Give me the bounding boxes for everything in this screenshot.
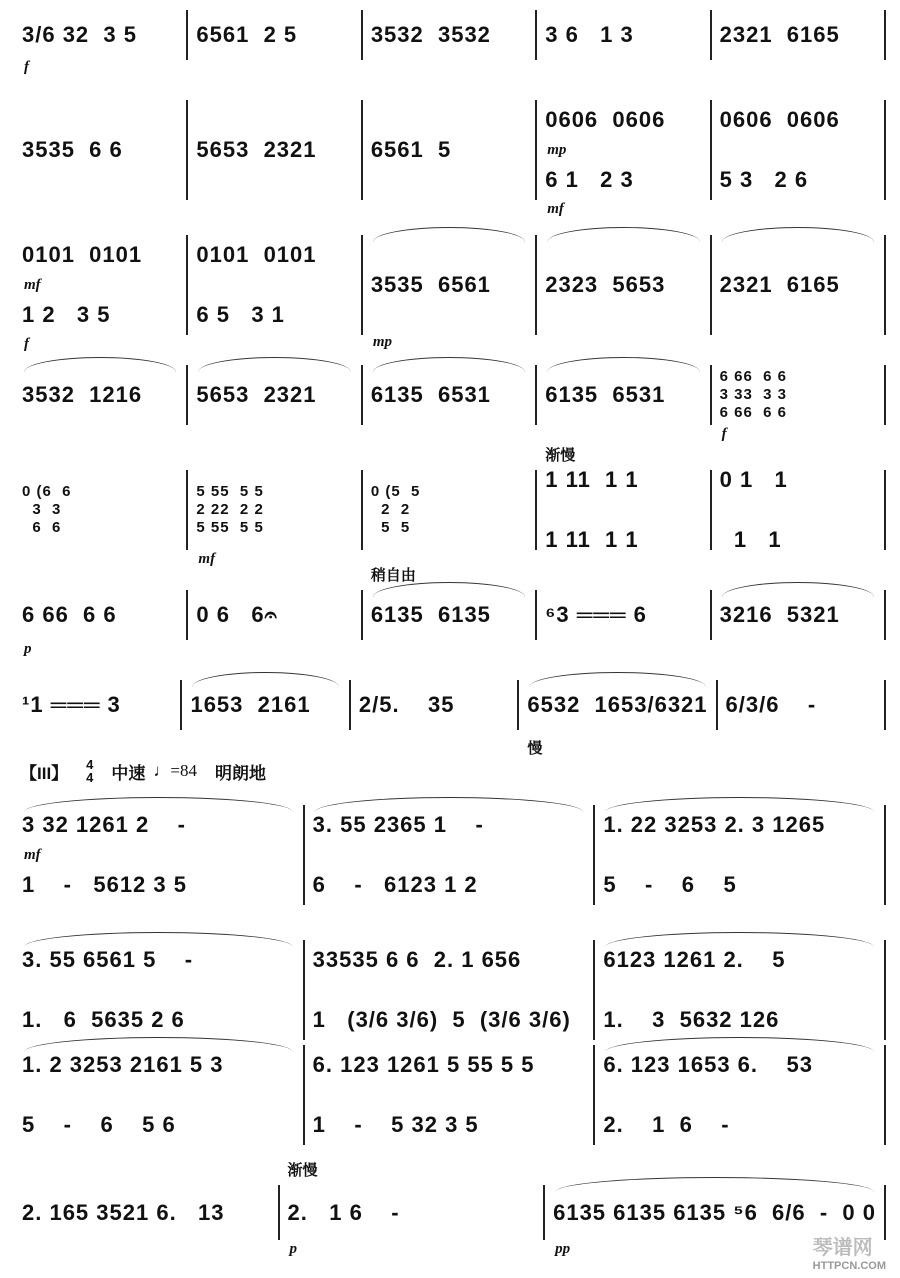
lower-voice-notes: 2. 1 6 - [603, 1112, 730, 1137]
measure [363, 470, 537, 550]
watermark-logo [813, 1231, 886, 1272]
upper-voice-notes: 2321 6165 [719, 22, 840, 47]
measure [182, 680, 350, 730]
measure [188, 470, 362, 567]
upper-voice-notes: 6/3/6 - [725, 692, 817, 717]
measure [14, 1185, 280, 1240]
measure [14, 100, 188, 200]
upper-voice-notes: 0 (5 5 [370, 483, 421, 500]
dynamic-marking: mp [547, 142, 567, 158]
upper-voice-notes: 6135 6135 [370, 602, 491, 627]
upper-voice-notes: 2321 6165 [719, 272, 840, 297]
expression-marking: 明朗地 [215, 763, 266, 783]
upper-voice-notes: 3. 55 2365 1 - [312, 812, 484, 837]
measure [280, 1162, 546, 1257]
upper-voice-notes: 6561 5 [370, 137, 452, 162]
lower-voice-notes: 1 - 5 32 3 5 [312, 1112, 479, 1137]
measure [188, 365, 362, 425]
score-system [14, 1045, 886, 1145]
upper-voice-notes: 2323 5653 [545, 272, 666, 297]
dynamic-marking: f [24, 59, 29, 75]
upper-voice-notes: 3 6 1 3 [545, 22, 634, 47]
middle-voice-notes: 3 3 [22, 501, 62, 518]
lower-voice-notes: 6 1 2 3 [545, 167, 634, 192]
middle-voice-notes: 2 2 [370, 501, 411, 518]
upper-voice-notes: 6532 1653/6321 [527, 692, 708, 717]
lower-voice-notes: 5 55 5 5 [196, 519, 264, 536]
measure [14, 10, 188, 75]
lower-voice-notes: 6 - 6123 1 2 [312, 872, 478, 897]
lower-voice-notes: 1 1 [719, 527, 782, 552]
measure [14, 680, 182, 730]
score-system [14, 447, 886, 567]
measure [305, 940, 596, 1040]
measure [14, 470, 188, 550]
dynamic-marking: p [289, 1241, 298, 1257]
tempo-annotation: 慢 [527, 740, 543, 757]
slur [605, 932, 874, 947]
upper-voice-notes: 1. 22 3253 2. 3 1265 [603, 812, 826, 837]
measure [537, 590, 711, 640]
measure [14, 940, 305, 1040]
lower-voice-notes: 5 - 6 5 6 [22, 1112, 176, 1137]
measure [351, 680, 519, 730]
upper-voice-notes: 2. 1 6 - [287, 1199, 400, 1225]
measure [712, 10, 886, 60]
measure [14, 805, 305, 905]
measure [363, 235, 537, 350]
upper-voice-notes: 1 11 1 1 [545, 467, 639, 492]
slur [547, 357, 699, 372]
upper-voice-notes: 5653 2321 [196, 382, 317, 407]
dynamic-marking: pp [555, 1241, 571, 1257]
upper-voice-notes: 33535 6 6 2. 1 656 [312, 947, 522, 972]
measure [188, 100, 362, 200]
upper-voice-notes: 6561 2 5 [196, 22, 298, 47]
dynamic-marking: f [24, 336, 29, 352]
dynamic-marking: p [24, 641, 32, 657]
upper-voice-notes: 5 55 5 5 [196, 483, 264, 500]
measure [718, 680, 886, 730]
measure [537, 447, 711, 552]
watermark-text: HTTPCN.COM [812, 1260, 886, 1272]
measure [14, 365, 188, 425]
lower-voice-notes: 1 11 1 1 [545, 527, 639, 552]
upper-voice-notes: 6123 1261 2. 5 [603, 947, 786, 972]
upper-voice-notes: 6. 123 1261 5 55 5 5 [312, 1052, 535, 1077]
section-heading [20, 758, 266, 784]
time-signature [86, 758, 93, 784]
upper-voice-notes: 3 32 1261 2 - [22, 812, 186, 837]
measure [537, 10, 711, 60]
slur [24, 932, 293, 947]
slur [547, 227, 699, 242]
score-system [14, 365, 886, 442]
upper-voice-notes: 3532 1216 [22, 382, 143, 407]
measure [712, 235, 886, 335]
score-system [14, 805, 886, 905]
score-system [14, 940, 886, 1040]
slur [605, 797, 874, 812]
measure [537, 365, 711, 425]
metronome-marking: ♩=84 [153, 761, 197, 780]
measure [712, 590, 886, 640]
dynamic-marking: f [721, 426, 727, 442]
measure [188, 235, 362, 335]
score-system [14, 10, 886, 75]
dynamic-marking: mp [372, 334, 392, 350]
upper-voice-notes: 1653 2161 [190, 692, 311, 717]
dynamic-marking: mf [24, 277, 41, 293]
lower-voice-notes: 6 6 [22, 519, 62, 536]
tempo-annotation: 稍自由 [370, 567, 416, 584]
upper-voice-notes: 3532 3532 [370, 22, 491, 47]
measure [519, 680, 717, 757]
lower-voice-notes: 1 - 5612 3 5 [22, 872, 187, 897]
lower-voice-notes: 1. 6 5635 2 6 [22, 1007, 185, 1032]
measure [363, 10, 537, 60]
measure [595, 805, 886, 905]
measure [537, 100, 711, 217]
slur [24, 797, 293, 812]
lower-voice-notes: 1 (3/6 3/6) 5 (3/6 3/6) [312, 1007, 571, 1032]
slur [555, 1177, 874, 1192]
watermark-brand: 琴谱网 [812, 1237, 873, 1259]
upper-voice-notes: ¹1 ═══ 3 [22, 692, 121, 717]
upper-voice-notes: 2. 165 3521 6. 13 [22, 1199, 225, 1225]
upper-voice-notes: 0606 0606 [545, 107, 666, 132]
time-bottom: 4 [86, 770, 94, 785]
dynamic-marking: mf [198, 551, 216, 567]
slur [192, 672, 338, 687]
measure [14, 1045, 305, 1145]
upper-voice-notes: ⁶3 ═══ 6 [545, 602, 647, 627]
slur [198, 357, 350, 372]
upper-voice-notes: 6. 123 1653 6. 53 [603, 1052, 813, 1077]
upper-voice-notes: 6 66 6 6 [22, 602, 117, 627]
slur [373, 357, 525, 372]
measure [188, 590, 362, 640]
measure [363, 567, 537, 640]
upper-voice-notes: 0101 0101 [22, 242, 143, 267]
lower-voice-notes: 5 5 [370, 519, 411, 536]
middle-voice-notes: 3 33 3 3 [719, 386, 788, 403]
lower-voice-notes: 5 - 6 5 [603, 872, 737, 897]
slur [529, 672, 705, 687]
slur [24, 357, 176, 372]
tempo-annotation: 渐慢 [287, 1162, 318, 1179]
upper-voice-notes: 6135 6531 [545, 382, 666, 407]
tempo-marking: 中速 [111, 763, 146, 783]
time-top: 4 [86, 757, 94, 772]
lower-voice-notes: 1 2 3 5 [22, 302, 111, 327]
upper-voice-notes: 3216 5321 [719, 602, 840, 627]
score-system [14, 235, 886, 352]
upper-voice-notes: 3/6 32 3 5 [22, 22, 137, 47]
upper-voice-notes: 1. 2 3253 2161 5 3 [22, 1052, 224, 1077]
upper-voice-notes: 6135 6531 [370, 382, 491, 407]
measure [14, 235, 188, 352]
middle-voice-notes: 2 22 2 2 [196, 501, 264, 518]
section-label: 【III】 [20, 763, 69, 783]
lower-voice-notes: 6 5 3 1 [196, 302, 285, 327]
upper-voice-notes: 0606 0606 [719, 107, 840, 132]
measure [363, 100, 537, 200]
upper-voice-notes: 0 1 1 [719, 467, 788, 492]
slur [722, 582, 874, 597]
upper-voice-notes: 2/5. 35 [358, 692, 455, 717]
measure [595, 940, 886, 1040]
slur [722, 227, 874, 242]
score-system [14, 100, 886, 217]
measure [712, 100, 886, 200]
measure [188, 10, 362, 60]
upper-voice-notes: 6135 6135 6135 ⁵6 6/6 - 0 0 [553, 1199, 876, 1225]
upper-voice-notes: 6 66 6 6 [719, 368, 788, 385]
slur [315, 797, 584, 812]
lower-voice-notes: 6 66 6 6 [719, 404, 788, 421]
dynamic-marking: mf [24, 847, 41, 863]
score-system [14, 567, 886, 657]
measure [712, 365, 886, 442]
lower-voice-notes: 5 3 2 6 [719, 167, 809, 192]
upper-voice-notes: 3535 6561 [370, 272, 491, 297]
slur [373, 227, 525, 242]
upper-voice-notes: 0101 0101 [196, 242, 317, 267]
measure [712, 467, 886, 552]
measure [595, 1045, 886, 1145]
measure [363, 365, 537, 425]
upper-voice-notes: 0 6 6𝄐 [196, 602, 278, 627]
measure [305, 1045, 596, 1145]
measure [14, 590, 188, 657]
score-system [14, 680, 886, 757]
upper-voice-notes: 5653 2321 [196, 137, 317, 162]
upper-voice-notes: 0 (6 6 [22, 483, 72, 500]
upper-voice-notes: 3. 55 6561 5 - [22, 947, 194, 972]
measure [537, 235, 711, 335]
lower-voice-notes: 1. 3 5632 126 [603, 1007, 780, 1032]
tempo-annotation: 渐慢 [545, 447, 576, 464]
upper-voice-notes: 3535 6 6 [22, 137, 123, 162]
measure [305, 805, 596, 905]
dynamic-marking: mf [547, 201, 564, 217]
